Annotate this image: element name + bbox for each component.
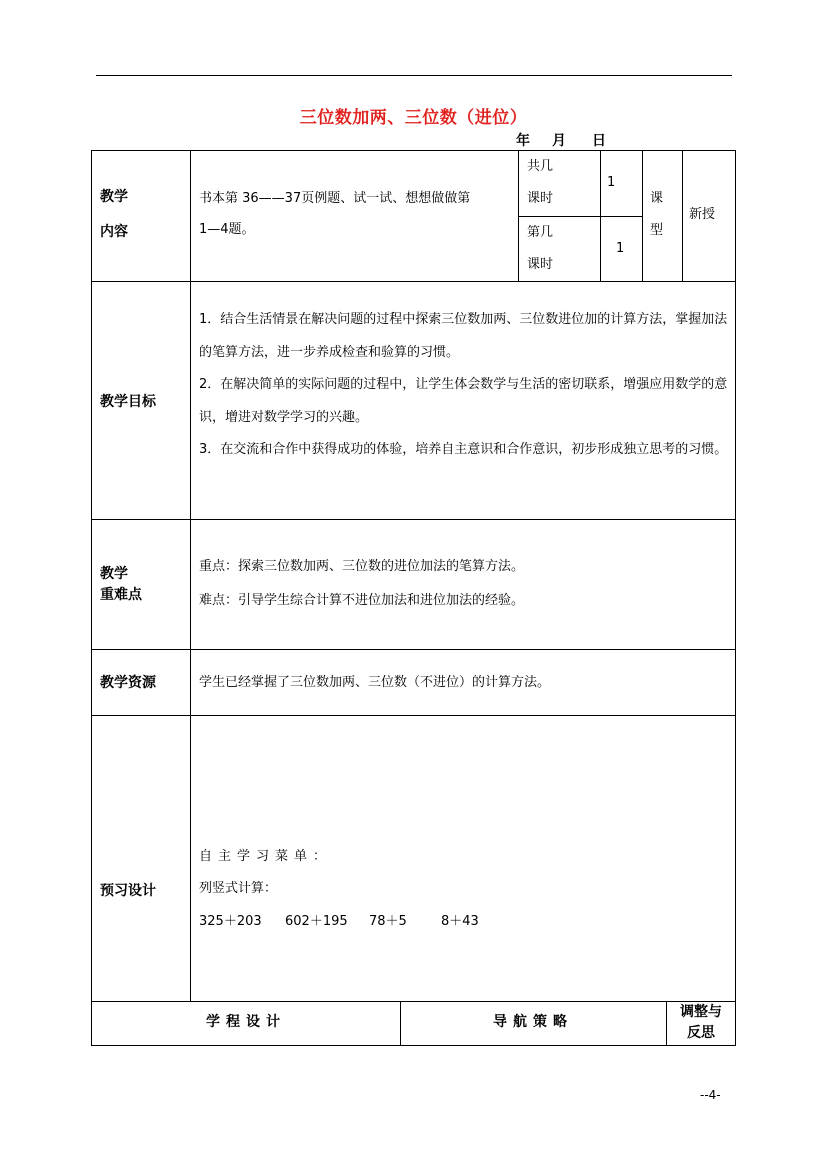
col-divider [600, 151, 601, 281]
resources-label: 教学资源 [100, 675, 156, 691]
lesson-type-label-line1: 课 [650, 191, 664, 206]
lesson-type-label-line2: 型 [650, 223, 664, 238]
total-hours-value: 1 [607, 175, 616, 190]
date-line [516, 130, 606, 150]
goal-item-1: 1．结合生活情景在解决问题的过程中探索三位数加两、三位数进位加的计算方法，掌握加法的笔算方法，进一步养成检查和验算的习惯。 [199, 312, 728, 360]
cell-divider [518, 216, 642, 217]
nth-hour-label-line2: 课时 [527, 257, 554, 272]
row-divider [92, 1001, 735, 1002]
problem-4: 8＋43 [441, 914, 479, 929]
col-divider [518, 151, 519, 281]
col-divider [682, 151, 683, 281]
content-label-line2: 内容 [100, 224, 128, 240]
row-divider [92, 649, 735, 650]
footer-col-process: 学程设计 [206, 1014, 286, 1030]
header-rule [96, 75, 732, 76]
problem-3: 78＋5 [369, 914, 407, 929]
key-point: 重点：探索三位数加两、三位数的进位加法的笔算方法。 [199, 559, 525, 574]
problem-2: 602＋195 [285, 914, 348, 929]
date-month: 月 [552, 133, 566, 149]
preview-problems [199, 910, 479, 934]
total-hours-label-line2: 课时 [527, 191, 554, 206]
keypoints-label-line2: 重难点 [100, 587, 142, 603]
page-title: 三位数加两、三位数（进位） [299, 108, 528, 128]
footer-col-strategy: 导航策略 [493, 1014, 573, 1030]
row-divider [92, 715, 735, 716]
goal-item-2: 2．在解决简单的实际问题的过程中，让学生体会数学与生活的密切联系，增强应用数学的意识，增进对数学学习的兴趣。 [199, 377, 728, 425]
row-divider [92, 519, 735, 520]
date-year: 年 [516, 133, 530, 149]
date-day: 日 [592, 133, 606, 149]
nth-hour-value: 1 [616, 241, 625, 256]
preview-instruction: 列竖式计算： [199, 881, 278, 896]
resources-text: 学生已经掌握了三位数加两、三位数（不进位）的计算方法。 [199, 675, 551, 690]
goals-label: 教学目标 [100, 394, 156, 410]
difficulty-point: 难点：引导学生综合计算不进位加法和进位加法的经验。 [199, 593, 525, 608]
nth-hour-label-line1: 第几 [527, 225, 554, 240]
total-hours-label-line1: 共几 [527, 159, 554, 174]
col-divider [190, 151, 191, 1001]
problem-1: 325＋203 [199, 914, 262, 929]
content-label-line1: 教学 [100, 189, 128, 205]
goal-item-3: 3．在交流和合作中获得成功的体验，培养自主意识和合作意识，初步形成独立思考的习惯。 [199, 442, 728, 457]
row-divider [92, 281, 735, 282]
footer-col-reflect-line2: 反思 [687, 1025, 715, 1041]
footer-col-reflect-line1: 调整与 [680, 1004, 722, 1020]
content-text-line2: 1—4题。 [199, 222, 255, 237]
page-number: --4- [700, 1088, 721, 1102]
keypoints-label-line1: 教学 [100, 566, 128, 582]
content-text-line1: 书本第 36——37页例题、试一试、想想做做第 [199, 191, 471, 206]
preview-label: 预习设计 [100, 883, 156, 899]
lesson-plan-table [91, 150, 736, 1046]
preview-menu-title: 自主学习菜单： [199, 849, 333, 864]
lesson-type-value: 新授 [689, 207, 716, 222]
col-divider [642, 151, 643, 281]
